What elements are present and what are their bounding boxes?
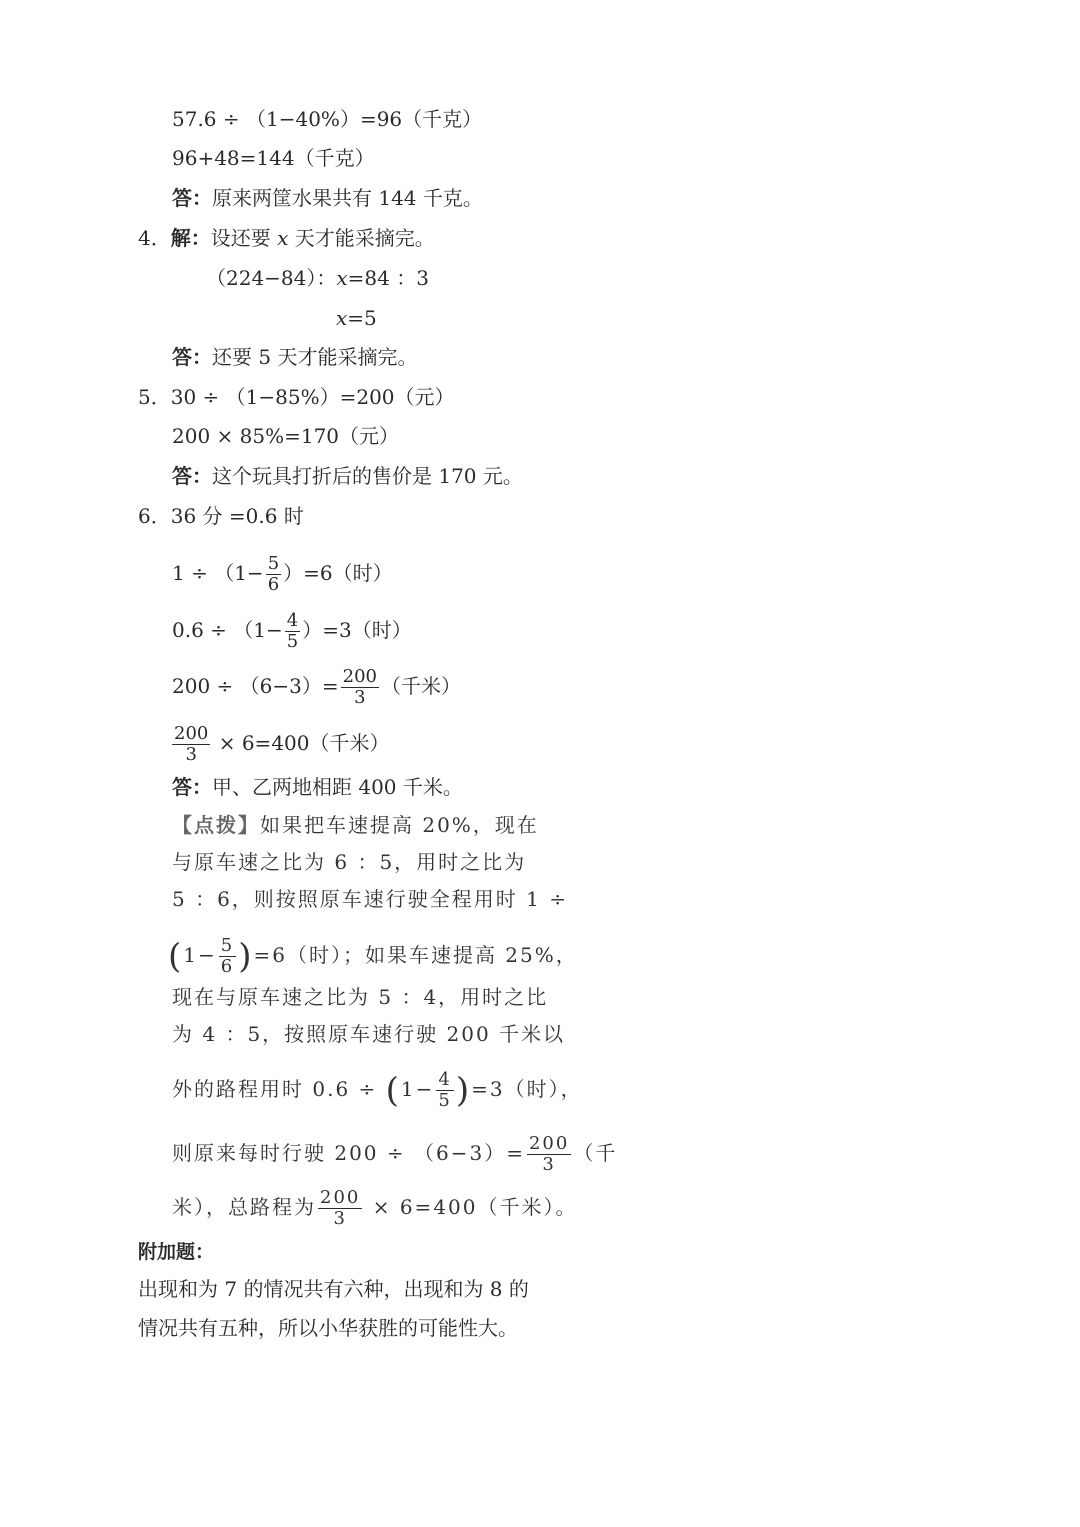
tip-line-3: 5 ：6，则按照原车速行驶全程用时 1 ÷ bbox=[172, 887, 569, 911]
tip-text: 外的路程用时 0.6 ÷ bbox=[172, 1077, 386, 1101]
q6-line-4 bbox=[170, 724, 390, 765]
tip-line-8 bbox=[172, 1134, 617, 1175]
tip-text: 如果把车速提高 20%，现在 bbox=[260, 813, 539, 837]
denominator: 3 bbox=[333, 1208, 347, 1229]
q3-answer bbox=[172, 184, 483, 212]
expr-part: 1 ÷ （1− bbox=[172, 561, 264, 585]
paren-open: ( bbox=[168, 936, 184, 977]
expr-part: ）=3（时） bbox=[302, 618, 412, 642]
fraction-200-3 bbox=[341, 667, 379, 708]
numerator: 4 bbox=[286, 610, 299, 631]
answer-text: 甲、乙两地相距 400 千米。 bbox=[212, 775, 463, 799]
denominator: 5 bbox=[286, 631, 299, 652]
question-number: 4． bbox=[138, 226, 171, 250]
q3-line-2: 96+48=144（千克） bbox=[172, 146, 375, 170]
tip-line-5: 现在与原车速之比为 5 ：4，用时之比 bbox=[172, 985, 549, 1009]
fraction-5-6 bbox=[219, 936, 236, 977]
answer-label: 答： bbox=[172, 345, 212, 369]
extra-line-2: 情况共有五种，所以小华获胜的可能性大。 bbox=[138, 1316, 518, 1340]
denominator: 6 bbox=[267, 574, 280, 595]
q4-answer bbox=[172, 343, 417, 371]
equation-left: （224−84）： bbox=[206, 266, 337, 290]
equation-right: =84 ：3 bbox=[347, 266, 429, 290]
fraction-200-3 bbox=[318, 1188, 362, 1229]
q6-line-2 bbox=[172, 611, 412, 652]
expr-part: （千米） bbox=[380, 674, 461, 698]
fraction-4-5 bbox=[436, 1070, 453, 1111]
denominator: 3 bbox=[185, 744, 197, 765]
q5-answer bbox=[172, 462, 523, 490]
q5-expression: 30 ÷ （1−85%）=200（元） bbox=[170, 385, 455, 409]
answer-label: 答： bbox=[172, 775, 212, 799]
tip-text: 1− bbox=[400, 1077, 435, 1101]
q6-line-0 bbox=[138, 502, 304, 530]
equation-result: =5 bbox=[347, 306, 377, 330]
tip-text: =6（时）；如果车速提高 25%， bbox=[253, 943, 578, 967]
q5-line-2: 200 × 85%=170（元） bbox=[172, 424, 400, 448]
answer-label: 答： bbox=[172, 464, 212, 488]
variable: x bbox=[336, 306, 348, 330]
answer-text: 还要 5 天才能采摘完。 bbox=[212, 345, 418, 369]
numerator: 5 bbox=[220, 935, 235, 956]
expr-part: × 6=400（千米） bbox=[212, 731, 390, 755]
tip-line-4 bbox=[168, 936, 578, 977]
q4-solution-line bbox=[138, 224, 435, 252]
q4-equation-2 bbox=[336, 304, 377, 332]
q3-line-1: 57.6 ÷ （1−40%）=96（千克） bbox=[172, 107, 483, 131]
numerator: 200 bbox=[174, 723, 209, 744]
expr-part: 0.6 ÷ （1− bbox=[172, 618, 283, 642]
expr-part: 200 ÷ （6−3）= bbox=[172, 674, 339, 698]
tip-text: 米），总路程为 bbox=[172, 1195, 316, 1219]
extra-line-1: 出现和为 7 的情况共有六种，出现和为 8 的 bbox=[138, 1277, 529, 1301]
fraction-4-5 bbox=[285, 611, 300, 652]
tip-line-9 bbox=[172, 1188, 578, 1229]
fraction-200-3 bbox=[527, 1134, 571, 1175]
numerator: 200 bbox=[320, 1187, 361, 1208]
answer-text: 原来两筐水果共有 144 千克。 bbox=[212, 186, 483, 210]
q6-line-3 bbox=[172, 667, 461, 708]
tip-text: （千 bbox=[573, 1141, 618, 1165]
tip-line-1 bbox=[172, 811, 539, 839]
q6-answer bbox=[172, 773, 463, 801]
q5-line-1 bbox=[138, 383, 455, 411]
tip-line-6: 为 4 ：5，按照原车速行驶 200 千米以 bbox=[172, 1022, 566, 1046]
q4-equation-1 bbox=[206, 264, 429, 292]
tip-line-7 bbox=[172, 1070, 583, 1111]
paren-open: ( bbox=[385, 1070, 401, 1111]
tip-text: 1− bbox=[183, 943, 217, 967]
question-number: 5． bbox=[138, 385, 171, 409]
variable: x bbox=[336, 266, 348, 290]
paren-close: ) bbox=[238, 936, 254, 977]
denominator: 5 bbox=[438, 1090, 452, 1111]
tip-line-2: 与原车速之比为 6 ：5，用时之比为 bbox=[172, 850, 527, 874]
expr-part: ）=6（时） bbox=[283, 561, 393, 585]
q6-conversion: 36 分 =0.6 时 bbox=[170, 504, 304, 528]
extra-title: 附加题： bbox=[138, 1241, 215, 1263]
q6-line-1 bbox=[172, 554, 393, 595]
numerator: 4 bbox=[438, 1069, 452, 1090]
fraction-5-6 bbox=[266, 554, 281, 595]
tip-label: 【点拨】 bbox=[172, 813, 260, 837]
numerator: 5 bbox=[267, 553, 280, 574]
denominator: 3 bbox=[354, 687, 366, 708]
solution-label: 解： bbox=[170, 226, 211, 250]
tip-text: × 6=400（千米）。 bbox=[364, 1195, 578, 1219]
numerator: 200 bbox=[528, 1133, 570, 1154]
paren-close: ) bbox=[455, 1070, 472, 1111]
answer-label: 答： bbox=[172, 186, 212, 210]
answer-text: 这个玩具打折后的售价是 170 元。 bbox=[212, 464, 523, 488]
variable: x bbox=[277, 226, 289, 250]
solution-text: 设还要 bbox=[210, 226, 278, 250]
solution-text-end: 天才能采摘完。 bbox=[288, 226, 435, 250]
denominator: 3 bbox=[542, 1154, 556, 1175]
fraction-200-3 bbox=[172, 724, 210, 765]
numerator: 200 bbox=[342, 666, 377, 687]
tip-text: 则原来每时行驶 200 ÷ （6−3）= bbox=[172, 1141, 525, 1165]
tip-text: =3（时）， bbox=[471, 1077, 583, 1101]
denominator: 6 bbox=[220, 956, 235, 977]
question-number: 6． bbox=[138, 504, 171, 528]
